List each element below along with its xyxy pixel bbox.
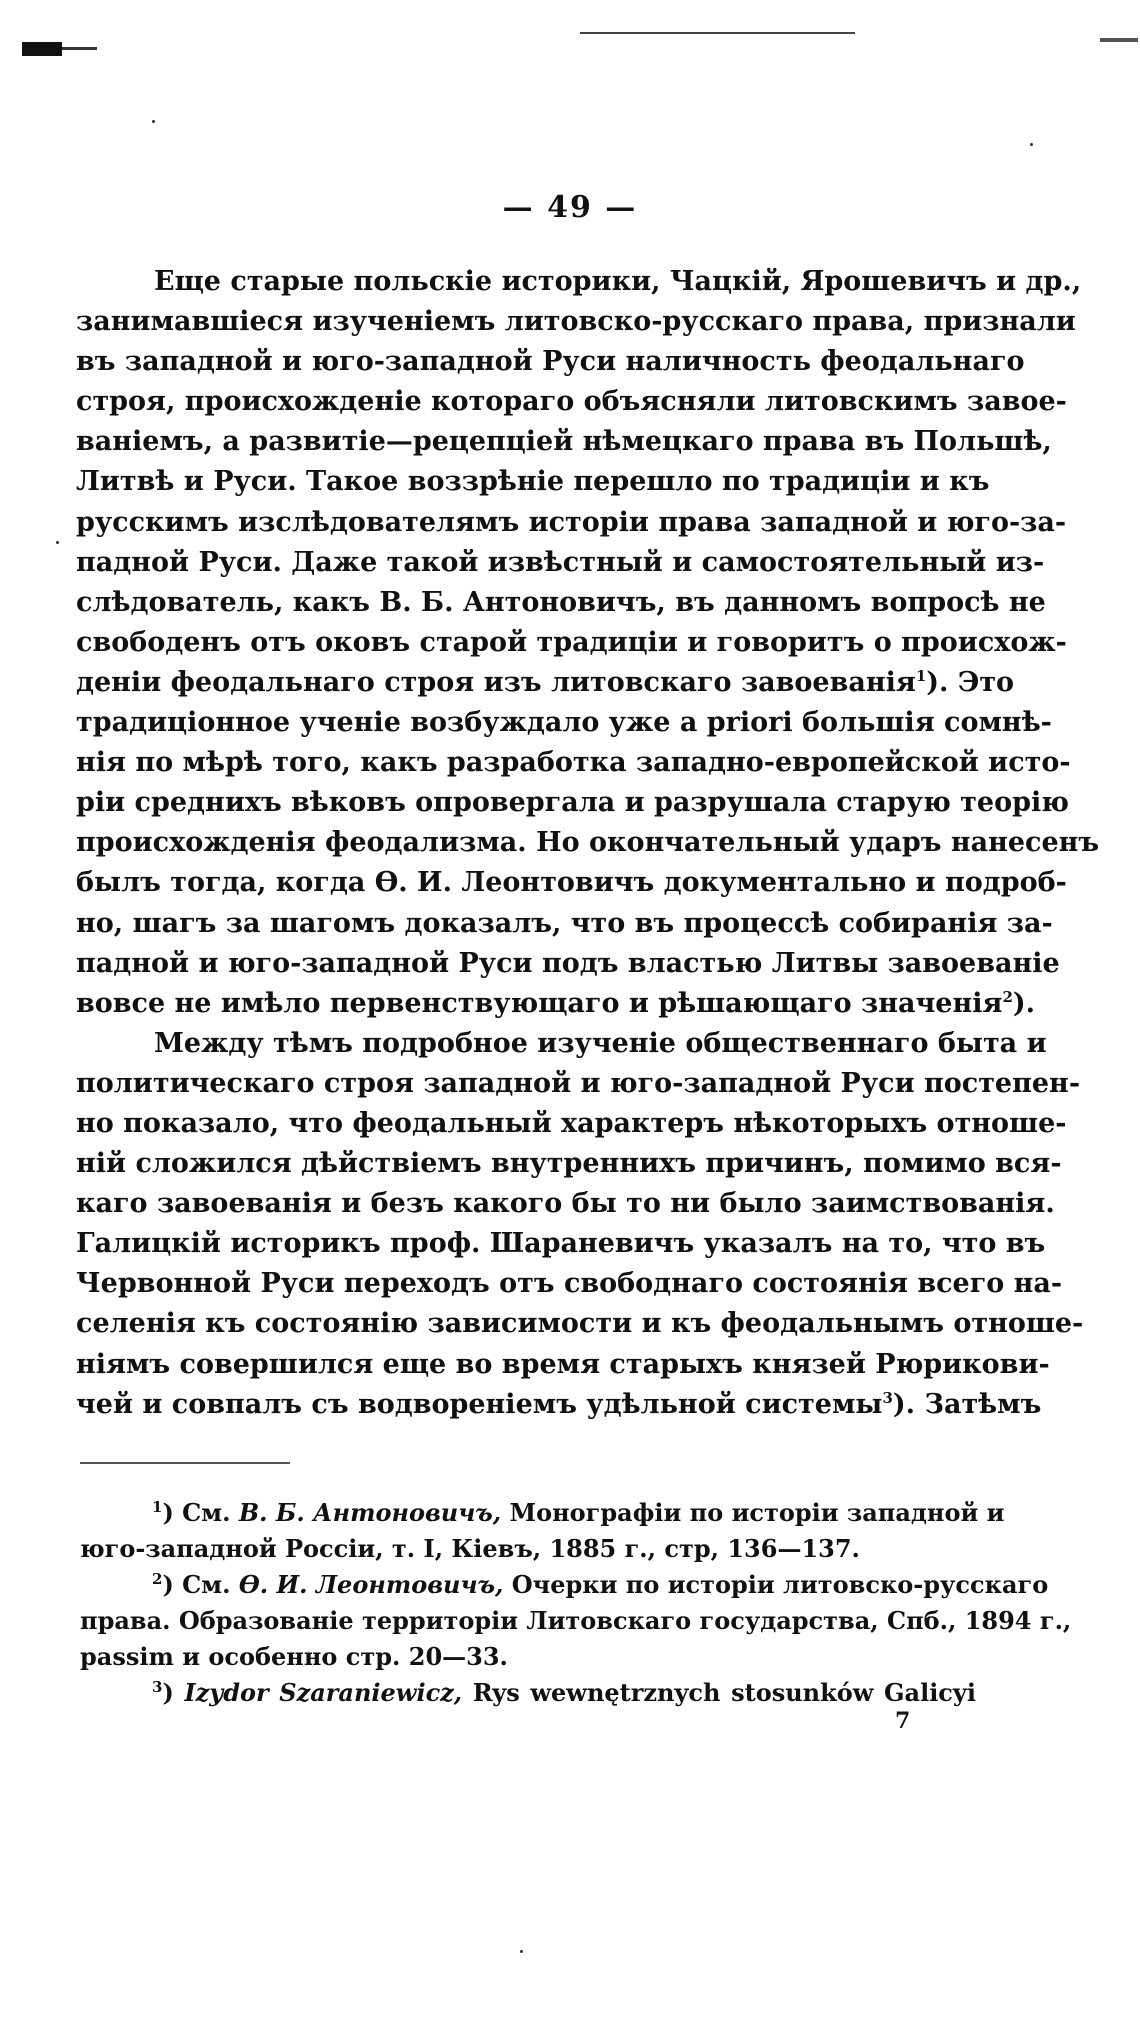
text-line: занимавшiеся изученiемъ литовско-русскаго права, признали [76, 306, 1076, 338]
page-number: — 49 — [502, 190, 638, 225]
text-line: нiямъ совершился еще во время старыхъ князей Рюрикови- [76, 1348, 1050, 1380]
text-line: Червонной Руси переходъ отъ свободнаго состоянiя всего на- [76, 1268, 1063, 1300]
text-line: въ западной и юго-западной Руси наличность феодальнаго [76, 346, 1025, 378]
signature-mark: 7 [895, 1708, 911, 1734]
text-line: но, шагъ за шагомъ доказалъ, что въ процессѣ собиранiя за- [76, 907, 1053, 939]
scan-dot [152, 120, 155, 123]
footnote-number: 2 [152, 1570, 163, 1588]
text-segment: Rys wewnętrznych stosunków Galicyi [472, 1678, 976, 1707]
text-segment: Очерки по исторiи литовско-русскаго [511, 1570, 1049, 1599]
footnote-ref: 2 [1002, 987, 1013, 1006]
footnote-number: 1 [152, 1498, 163, 1516]
text-line: ванiемъ, а развитiе—рецепцiей нѣмецкаго права въ Польшѣ, [76, 426, 1052, 458]
text-line: нiя по мѣрѣ того, какъ разработка западно-европейской исто- [76, 747, 1071, 779]
text-line: строя, происхожденiе котораго объясняли литовскимъ завое- [76, 386, 1067, 418]
scan-artifact-mark [62, 47, 97, 50]
text-line: но показало, что феодальный характеръ нѣкоторыхъ отноше- [76, 1107, 1067, 1139]
footnote-author: В. Б. Антоновичъ, [238, 1498, 502, 1527]
text-segment: ). [1012, 987, 1036, 1019]
text-line [76, 984, 1036, 1024]
footnote-author: Ѳ. И. Леонтовичъ, [238, 1570, 504, 1599]
scan-dot [520, 1950, 523, 1953]
text-line: традицiонное ученiе возбуждало уже a priori большiя сомнѣ- [76, 707, 1052, 739]
text-line: Литвѣ и Руси. Такое воззрѣнiе перешло по традицiи и къ [76, 466, 990, 498]
text-segment: денiи феодальнаго строя изъ литовскаго завоеванiя [76, 666, 916, 698]
text-line: былъ тогда, когда Ѳ. И. Леонтовичъ документально и подроб- [76, 867, 1067, 899]
footnote-ref: 1 [915, 666, 927, 685]
footnote-author: Izydor Szaraniewicz, [184, 1678, 463, 1707]
text-segment: См. [182, 1498, 231, 1527]
text-line: слѣдователь, какъ В. Б. Антоновичъ, въ данномъ вопросѣ не [76, 586, 1046, 618]
footnote-line: юго-западной Россiи, т. I, Кiевъ, 1885 г., стр, 136—137. [80, 1534, 860, 1563]
text-line: происхожденiя феодализма. Но окончательный ударъ нанесенъ [76, 827, 1100, 859]
footnote-ref: 3 [882, 1388, 893, 1407]
text-line [76, 663, 1015, 703]
footnotes [80, 1495, 1072, 1711]
footnote-rule [80, 1462, 290, 1464]
scan-dot [56, 541, 59, 544]
scan-artifact-mark [22, 42, 62, 56]
scan-dot [1030, 143, 1033, 146]
text-line [76, 1385, 1042, 1425]
text-line: Еще старые польскiе историки, Чацкiй, Ярошевичъ и др., [154, 266, 1082, 297]
footnote-3: $^3$) Izydor Szaraniewicz, Rys wewnętrznych stosunków Galicyi [152, 1678, 976, 1707]
text-segment: ). Затѣмъ [892, 1388, 1042, 1420]
text-segment: вовсе не имѣло первенствующаго и рѣшающаго значенiя [76, 987, 1003, 1019]
text-segment: чей и совпалъ съ водворенiемъ удѣльной системы [76, 1388, 883, 1420]
footnote-number: 3 [152, 1678, 163, 1696]
text-line: селенiя къ состоянiю зависимости и къ феодальнымъ отноше- [76, 1308, 1084, 1340]
footnote-2: $^2$) См. Ѳ. И. Леонтовичъ, Очерки по исторiи литовско-русскаго [152, 1570, 1049, 1599]
text-line: свободенъ отъ оковъ старой традицiи и говоритъ о происхож- [76, 626, 1067, 658]
footnote-1: $^1$) См. В. Б. Антоновичъ, Монографiи по исторiи западной и [152, 1498, 1005, 1527]
text-line: политическаго строя западной и юго-западной Руси постепен- [76, 1067, 1081, 1099]
text-line: русскимъ изслѣдователямъ исторiи права западной и юго-за- [76, 506, 1067, 538]
footnote-line: права. Образованiе территорiи Литовскаго государства, Спб., 1894 г., [80, 1606, 1072, 1635]
text-line: падной и юго-западной Руси подъ властью Литвы завоеванiе [76, 947, 1060, 979]
text-line: Между тѣмъ подробное изученiе общественнаго быта и [154, 1027, 1047, 1059]
scan-artifact-line [580, 32, 855, 34]
text-segment: См. [182, 1570, 231, 1599]
text-line: каго завоеванiя и безъ какого бы то ни было заимствованiя. [76, 1188, 1055, 1220]
text-line: падной Руси. Даже такой извѣстный и самостоятельный из- [76, 546, 1045, 578]
scan-artifact-mark [1100, 38, 1138, 42]
footnote-line: passim и особенно стр. 20—33. [80, 1642, 508, 1671]
text-line: нiй сложился дѣйствiемъ внутреннихъ причинъ, помимо вся- [76, 1148, 1062, 1180]
text-segment: ). Это [926, 666, 1015, 698]
text-line: Галицкiй историкъ проф. Шараневичъ указалъ на то, что въ [76, 1228, 1046, 1260]
text-line: рiи среднихъ вѣковъ опровергала и разрушала старую теорiю [76, 787, 1069, 819]
text-segment: Монографiи по исторiи западной и [509, 1498, 1005, 1527]
main-text [76, 262, 1100, 1425]
